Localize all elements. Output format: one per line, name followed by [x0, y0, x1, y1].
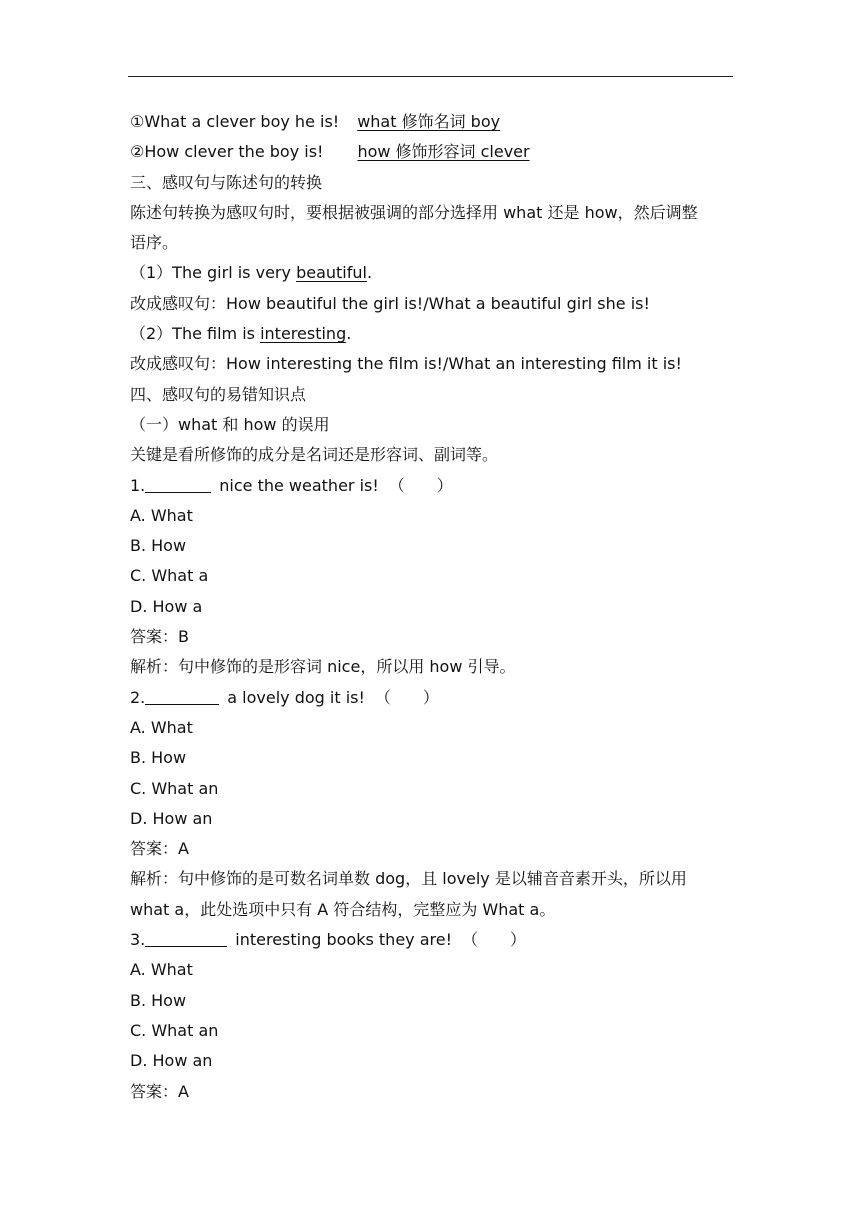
- question-number: 3.: [130, 930, 146, 950]
- conversion-example-2-text: （2）The film is: [130, 324, 261, 344]
- question-1: [130, 471, 730, 501]
- answer-line: 答案：A: [130, 1081, 189, 1101]
- section-heading-4: 四、感叹句的易错知识点: [130, 384, 307, 404]
- analysis-line-2: what a，此处选项中只有 A 符合结构，完整应为 What a。: [130, 899, 556, 919]
- example-how: [130, 137, 730, 167]
- question-stem: nice the weather is!: [219, 475, 379, 495]
- answer-line: 答案：B: [130, 627, 189, 647]
- answer-parentheses: （ ）: [462, 930, 527, 950]
- conversion-example-2-period: .: [346, 324, 352, 344]
- key-point: 关键是看所修饰的成分是名词还是形容词、副词等。: [130, 445, 499, 465]
- answer-blank[interactable]: [145, 474, 211, 493]
- answer-blank[interactable]: [145, 928, 227, 947]
- question-number: 2.: [130, 687, 146, 707]
- option-c: C. What a: [130, 566, 209, 586]
- option-d: D. How a: [130, 596, 203, 616]
- question-number: 1.: [130, 475, 146, 495]
- document-body: [130, 107, 730, 1107]
- option-d: D. How an: [130, 1051, 213, 1071]
- section-3-paragraph-line-2: 语序。: [130, 233, 179, 253]
- option-a: A. What: [130, 960, 193, 980]
- question-stem: a lovely dog it is!: [227, 687, 365, 707]
- question-2: [130, 683, 730, 713]
- question-3: [130, 925, 730, 955]
- answer-parentheses: （ ）: [388, 475, 453, 495]
- example-what-sentence: ①What a clever boy he is!: [130, 112, 340, 131]
- conversion-example-1-emphasis: beautiful: [296, 263, 367, 283]
- analysis-line-1: 解析：句中修饰的是可数名词单数 dog，且 lovely 是以辅音音素开头，所以用: [130, 869, 687, 889]
- option-a: A. What: [130, 505, 193, 525]
- conversion-result-2: 改成感叹句：How interesting the film is!/What an interesting film it is!: [130, 354, 682, 374]
- section-heading-3: 三、感叹句与陈述句的转换: [130, 172, 323, 192]
- option-c: C. What an: [130, 778, 219, 798]
- example-what-note: what 修饰名词 boy: [357, 112, 501, 131]
- analysis-line: 解析：句中修饰的是形容词 nice，所以用 how 引导。: [130, 657, 516, 677]
- answer-parentheses: （ ）: [374, 687, 439, 707]
- conversion-example-1-text: （1）The girl is very: [130, 263, 297, 283]
- option-a: A. What: [130, 717, 193, 737]
- conversion-example-2-emphasis: interesting: [260, 324, 347, 344]
- question-stem: interesting books they are!: [235, 930, 452, 950]
- option-b: B. How: [130, 990, 187, 1010]
- option-d: D. How an: [130, 808, 213, 828]
- section-3-paragraph-line-1: 陈述句转换为感叹句时，要根据被强调的部分选择用 what 还是 how，然后调整: [130, 202, 698, 222]
- answer-blank[interactable]: [145, 686, 219, 705]
- option-b: B. How: [130, 536, 187, 556]
- subsection-heading-1: （一）what 和 how 的误用: [130, 414, 330, 434]
- example-how-sentence: ②How clever the boy is!: [130, 142, 324, 162]
- conversion-result-1: 改成感叹句：How beautiful the girl is!/What a beautiful girl she is!: [130, 293, 650, 313]
- conversion-example-1: [130, 258, 730, 288]
- example-what: [130, 107, 730, 137]
- answer-line: 答案：A: [130, 839, 189, 859]
- option-c: C. What an: [130, 1020, 219, 1040]
- header-rule: [128, 76, 733, 77]
- option-b: B. How: [130, 748, 187, 768]
- conversion-example-2: [130, 319, 730, 349]
- example-how-note: how 修饰形容词 clever: [357, 142, 530, 162]
- conversion-example-1-period: .: [366, 263, 373, 283]
